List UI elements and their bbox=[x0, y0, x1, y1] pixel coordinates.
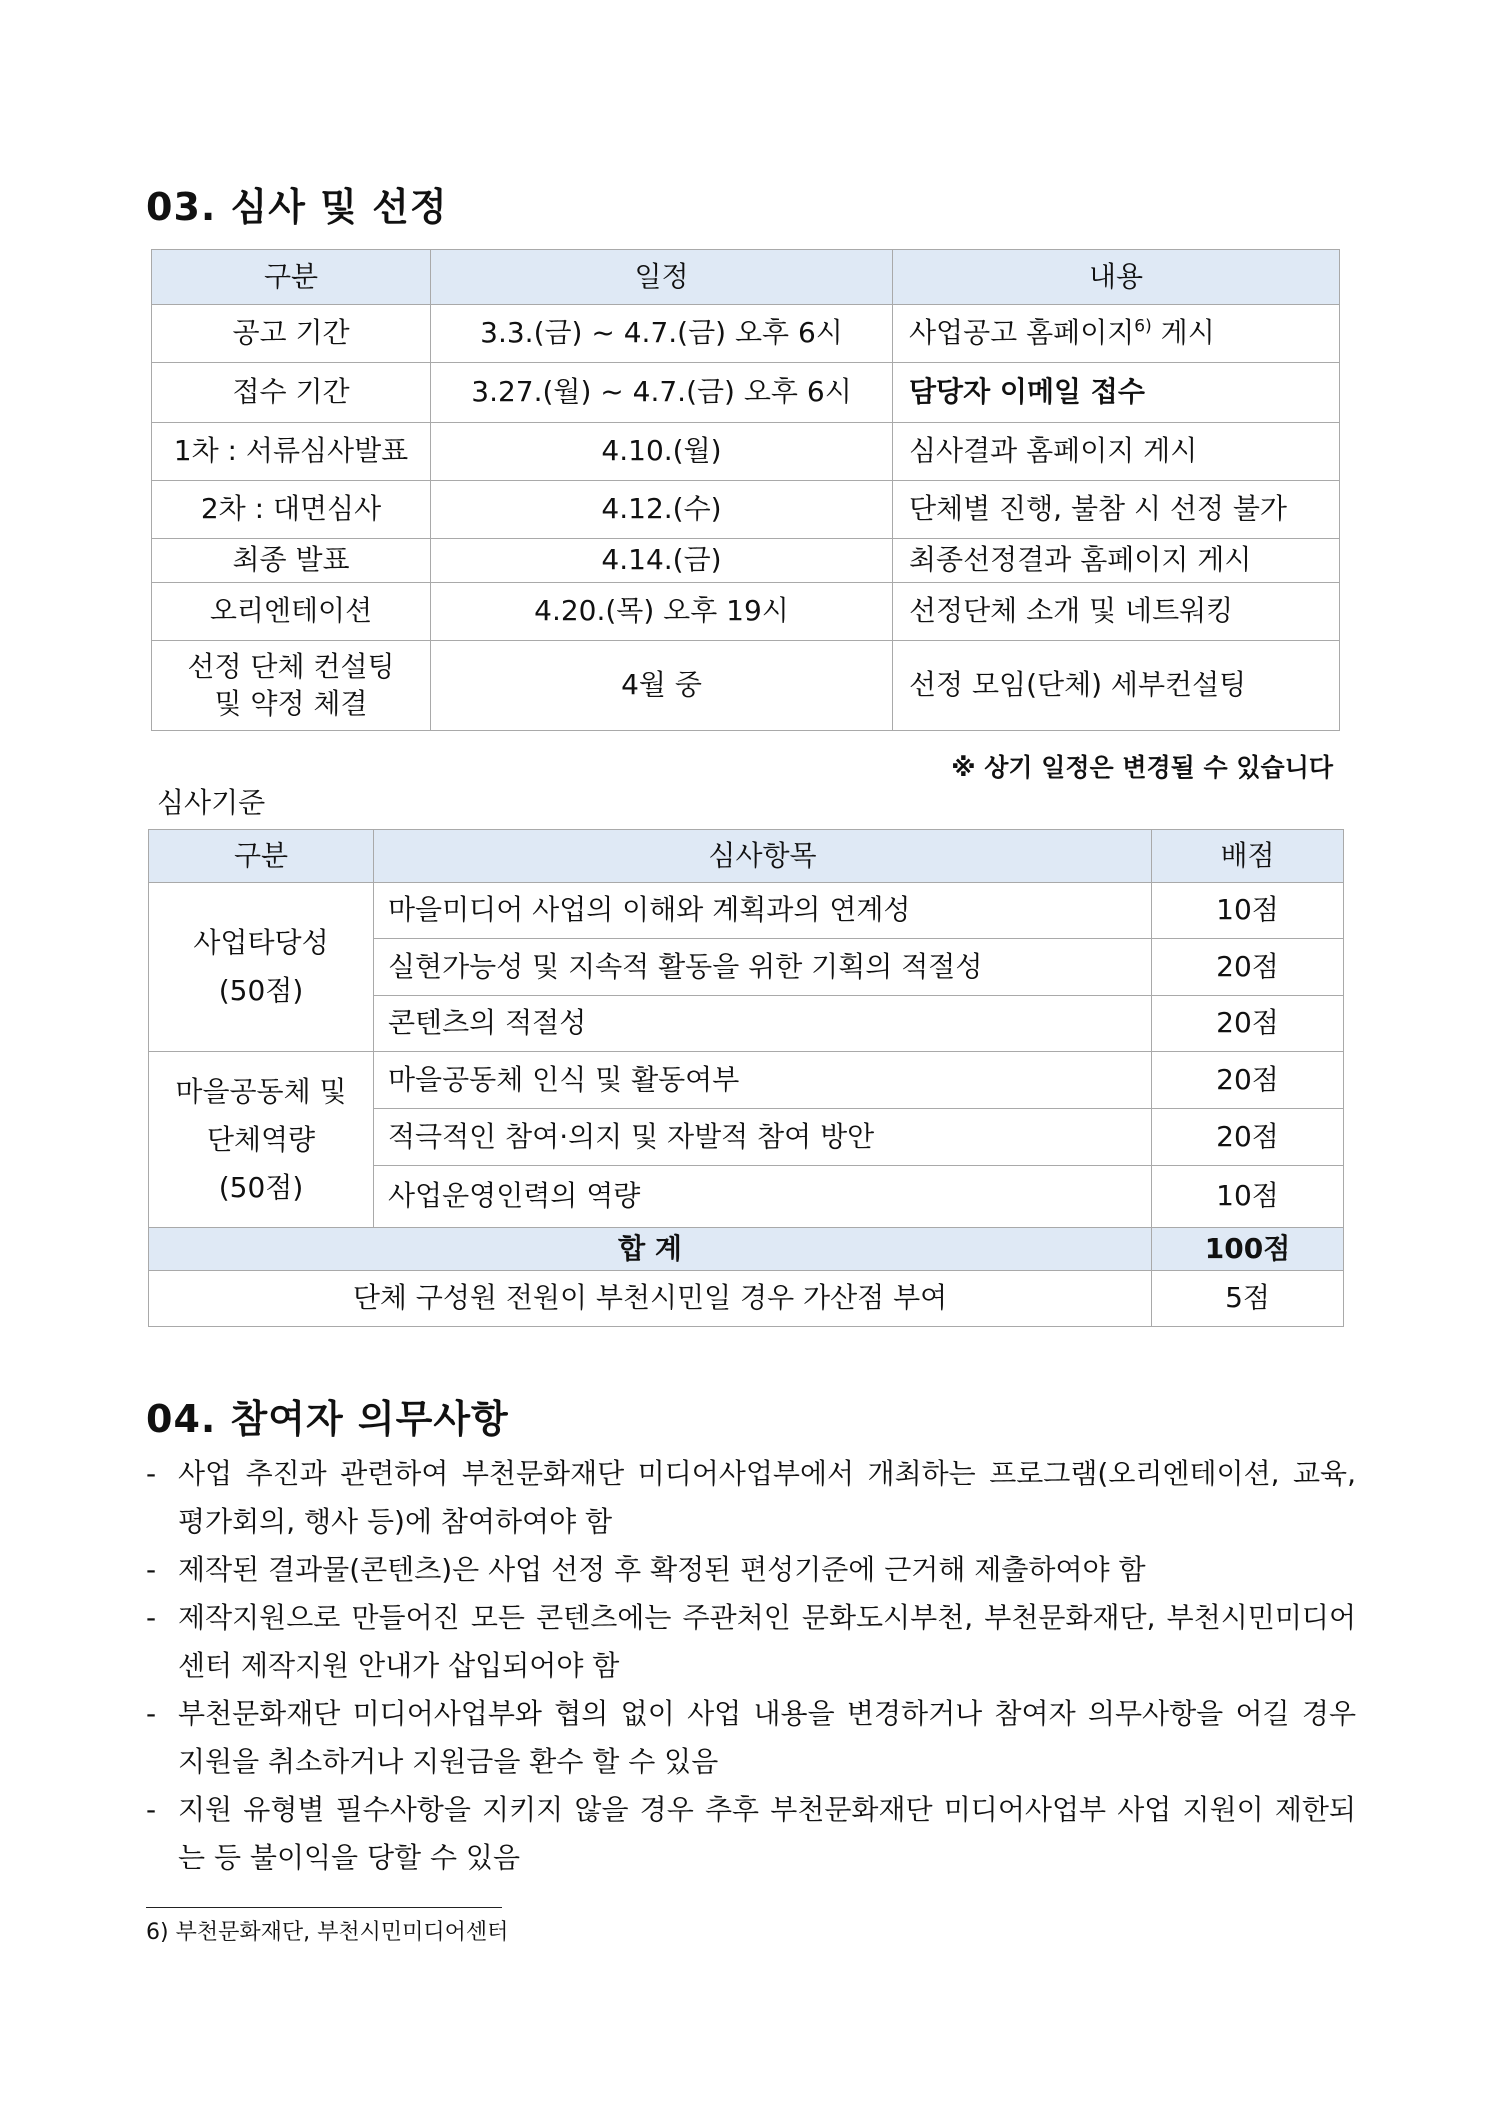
schedule-date: 4.12.(수) bbox=[431, 481, 893, 539]
schedule-category: 공고 기간 bbox=[152, 305, 431, 363]
schedule-content: 단체별 진행, 불참 시 선정 불가 bbox=[893, 481, 1340, 539]
schedule-note: ※ 상기 일정은 변경될 수 있습니다 bbox=[951, 753, 1333, 782]
duty-item bbox=[146, 1786, 1356, 1882]
footnote-text: 부천문화재단, 부천시민미디어센터 bbox=[175, 1920, 509, 1945]
criteria-item: 사업운영인력의 역량 bbox=[374, 1166, 1152, 1228]
schedule-row bbox=[152, 539, 1340, 583]
schedule-content: 담당자 이메일 접수 bbox=[893, 363, 1340, 423]
schedule-header-row bbox=[152, 250, 1340, 305]
criteria-row bbox=[149, 1052, 1344, 1109]
schedule-date: 4.14.(금) bbox=[431, 539, 893, 583]
bullet-dash: - bbox=[146, 1553, 157, 1586]
criteria-total-row bbox=[149, 1228, 1344, 1271]
schedule-date: 3.27.(월) ~ 4.7.(금) 오후 6시 bbox=[431, 363, 893, 423]
criteria-header-item: 심사항목 bbox=[374, 830, 1152, 883]
criteria-item: 적극적인 참여·의지 및 자발적 참여 방안 bbox=[374, 1109, 1152, 1166]
schedule-row bbox=[152, 423, 1340, 481]
criteria-table bbox=[148, 829, 1344, 1327]
schedule-category: 1차 : 서류심사발표 bbox=[152, 423, 431, 481]
criteria-group-name bbox=[149, 883, 374, 1052]
criteria-score: 20점 bbox=[1152, 939, 1344, 996]
criteria-score: 20점 bbox=[1152, 1109, 1344, 1166]
schedule-category-line: 및 약정 체결 bbox=[214, 686, 368, 720]
schedule-category: 2차 : 대면심사 bbox=[152, 481, 431, 539]
schedule-header-date: 일정 bbox=[431, 250, 893, 305]
criteria-bonus-label: 단체 구성원 전원이 부천시민일 경우 가산점 부여 bbox=[149, 1271, 1152, 1327]
criteria-score: 20점 bbox=[1152, 1052, 1344, 1109]
duty-text: 지원 유형별 필수사항을 지키지 않을 경우 추후 부천문화재단 미디어사업부 사업 지원이 제한되는 등 불이익을 당할 수 있음 bbox=[178, 1793, 1356, 1874]
footnote-divider bbox=[146, 1907, 502, 1908]
criteria-group-line: 마을공동체 및 bbox=[175, 1074, 347, 1108]
schedule-content: 선정 모임(단체) 세부컨설팅 bbox=[893, 641, 1340, 731]
schedule-content-suffix: 게시 bbox=[1151, 316, 1215, 350]
schedule-content bbox=[893, 305, 1340, 363]
footnote bbox=[146, 1915, 508, 1946]
schedule-date: 4.20.(목) 오후 19시 bbox=[431, 583, 893, 641]
criteria-header-row bbox=[149, 830, 1344, 883]
duty-text: 제작된 결과물(콘텐츠)은 사업 선정 후 확정된 편성기준에 근거해 제출하여야 함 bbox=[178, 1553, 1146, 1586]
criteria-group-line: (50점) bbox=[218, 974, 304, 1007]
criteria-score: 10점 bbox=[1152, 1166, 1344, 1228]
schedule-content-text: 사업공고 홈페이지 bbox=[909, 316, 1135, 350]
criteria-header-score: 배점 bbox=[1152, 830, 1344, 883]
schedule-table bbox=[151, 249, 1340, 731]
criteria-row bbox=[149, 883, 1344, 939]
criteria-header-category: 구분 bbox=[149, 830, 374, 883]
duty-text: 제작지원으로 만들어진 모든 콘텐츠에는 주관처인 문화도시부천, 부천문화재단, 부천시민미디어센터 제작지원 안내가 삽입되어야 함 bbox=[178, 1601, 1356, 1682]
criteria-group-name bbox=[149, 1052, 374, 1228]
schedule-header-category: 구분 bbox=[152, 250, 431, 305]
schedule-row bbox=[152, 363, 1340, 423]
criteria-item: 실현가능성 및 지속적 활동을 위한 기획의 적절성 bbox=[374, 939, 1152, 996]
schedule-date: 4월 중 bbox=[431, 641, 893, 731]
schedule-date: 3.3.(금) ~ 4.7.(금) 오후 6시 bbox=[431, 305, 893, 363]
criteria-group-line: 단체역량 bbox=[206, 1122, 316, 1156]
schedule-content: 심사결과 홈페이지 게시 bbox=[893, 423, 1340, 481]
schedule-category: 접수 기간 bbox=[152, 363, 431, 423]
criteria-score: 10점 bbox=[1152, 883, 1344, 939]
criteria-bonus-score: 5점 bbox=[1152, 1271, 1344, 1327]
footnote-reference: 6) bbox=[1134, 316, 1152, 337]
bullet-dash: - bbox=[146, 1793, 157, 1826]
schedule-category-line: 선정 단체 컨설팅 bbox=[187, 650, 395, 684]
schedule-row bbox=[152, 641, 1340, 731]
schedule-category: 오리엔테이션 bbox=[152, 583, 431, 641]
schedule-header-content: 내용 bbox=[893, 250, 1340, 305]
criteria-title: 심사기준 bbox=[157, 786, 266, 819]
duty-item bbox=[146, 1690, 1356, 1786]
criteria-item: 마을미디어 사업의 이해와 계획과의 연계성 bbox=[374, 883, 1152, 939]
footnote-number: 6) bbox=[146, 1920, 169, 1945]
duty-item bbox=[146, 1546, 1356, 1594]
schedule-row bbox=[152, 583, 1340, 641]
duty-item bbox=[146, 1450, 1356, 1546]
schedule-date: 4.10.(월) bbox=[431, 423, 893, 481]
schedule-category bbox=[152, 641, 431, 731]
schedule-row bbox=[152, 481, 1340, 539]
schedule-category: 최종 발표 bbox=[152, 539, 431, 583]
bullet-dash: - bbox=[146, 1457, 157, 1490]
criteria-score: 20점 bbox=[1152, 996, 1344, 1052]
section-title-participant-duties: 04. 참여자 의무사항 bbox=[146, 1397, 509, 1441]
criteria-group-line: 사업타당성 bbox=[193, 926, 329, 959]
criteria-total-label: 합 계 bbox=[149, 1228, 1152, 1271]
bullet-dash: - bbox=[146, 1601, 157, 1634]
criteria-group-line: (50점) bbox=[218, 1170, 304, 1204]
criteria-bonus-row bbox=[149, 1271, 1344, 1327]
duty-item bbox=[146, 1594, 1356, 1690]
section-title-review-selection: 03. 심사 및 선정 bbox=[146, 185, 448, 229]
criteria-item: 마을공동체 인식 및 활동여부 bbox=[374, 1052, 1152, 1109]
schedule-content: 선정단체 소개 및 네트워킹 bbox=[893, 583, 1340, 641]
duties-list bbox=[146, 1450, 1356, 1882]
criteria-total-score: 100점 bbox=[1152, 1228, 1344, 1271]
criteria-item: 콘텐츠의 적절성 bbox=[374, 996, 1152, 1052]
bullet-dash: - bbox=[146, 1697, 157, 1730]
duty-text: 부천문화재단 미디어사업부와 협의 없이 사업 내용을 변경하거나 참여자 의무사항을 어길 경우 지원을 취소하거나 지원금을 환수 할 수 있음 bbox=[178, 1697, 1356, 1778]
schedule-row bbox=[152, 305, 1340, 363]
schedule-content: 최종선정결과 홈페이지 게시 bbox=[893, 539, 1340, 583]
duty-text: 사업 추진과 관련하여 부천문화재단 미디어사업부에서 개최하는 프로그램(오리엔테이션, 교육, 평가회의, 행사 등)에 참여하여야 함 bbox=[178, 1457, 1356, 1538]
